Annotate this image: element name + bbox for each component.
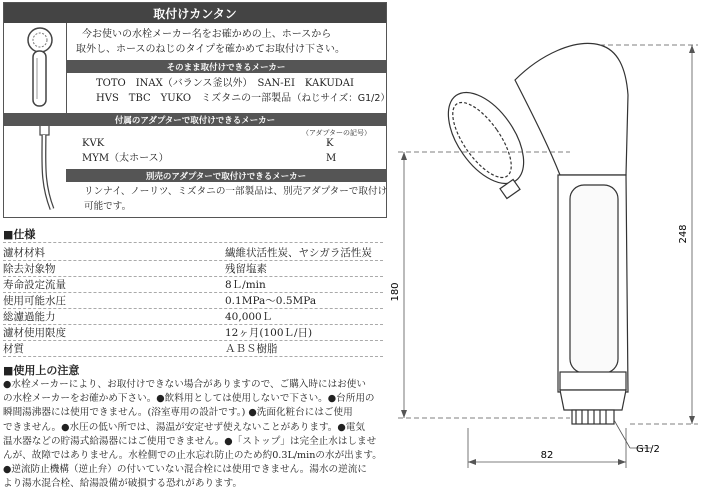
sold-adapter-bar: 別売のアダプターで取付けできるメーカー <box>66 169 386 182</box>
spec-title: ■仕様 <box>3 228 36 241</box>
note-line: 温水器などの貯湯式給湯器にはご使用できません。●「ストップ」は完全止水はしませ <box>3 435 377 447</box>
dim-grip-height: 180 <box>390 282 401 302</box>
spec-key: 材質 <box>3 343 24 355</box>
note-line: の水栓メーカーをお確かめ下さい。●飲料用としては使用しないで下さい。●台所用の <box>3 393 375 405</box>
adapter-install-bar: 付属のアダプターで取付けできるメーカー <box>4 113 386 126</box>
direct-makers-line-1: TOTO INAX（バランス釜以外） SAN-EI KAKUDAI <box>96 78 354 89</box>
spec-row <box>3 325 383 341</box>
shower-head-icon <box>4 23 66 113</box>
spec-value: 12ヶ月(100Ｌ/日) <box>225 327 313 339</box>
spec-value: ＡＢＳ樹脂 <box>225 343 278 355</box>
thread-connector <box>572 410 614 424</box>
note-line: んが、故障ではありません。水栓側での止水忘れ防止のため約0.3L/minの水が出ます。 <box>3 450 382 462</box>
spec-row <box>3 293 383 309</box>
sold-adapter-line-2: 可能です。 <box>84 201 132 212</box>
shower-neck <box>515 43 628 175</box>
spec-row <box>3 309 383 325</box>
intro-line-2: 取外し、ホースのねじのタイプを確かめてお取付け下さい。 <box>76 44 345 55</box>
spec-value: 8Ｌ/min <box>225 279 266 291</box>
shower-icon-box <box>4 23 67 113</box>
spec-value: 繊維状活性炭、ヤシガラ活性炭 <box>225 247 372 259</box>
dim-thread-label: G1/2 <box>636 444 660 455</box>
note-line: ●水栓メーカーにより、お取付けできない場合がありますので、ご購入時にはお使い <box>3 379 366 390</box>
spec-key: 濾材材料 <box>3 247 45 259</box>
install-info-panel <box>3 2 390 218</box>
adapter-code-m: M <box>326 153 337 164</box>
spec-row <box>3 277 383 293</box>
spec-key: 使用可能水圧 <box>3 295 66 307</box>
adapter-code-note: （アダプターの記号） <box>302 129 372 137</box>
notes-title: ■使用上の注意 <box>3 364 80 377</box>
spec-row <box>3 261 383 277</box>
spec-key: 総濾過能力 <box>3 311 56 323</box>
hose-icon-box <box>4 113 66 217</box>
spec-row <box>3 245 383 261</box>
spec-key: 濾材使用限度 <box>3 327 66 339</box>
install-title: 取付けカンタン <box>4 3 386 23</box>
spec-key: 寿命設定流量 <box>3 279 66 291</box>
adapter-maker-mym: MYM（太ホース） <box>82 153 169 164</box>
spec-value: 残留塩素 <box>225 263 267 275</box>
adapter-maker-kvk: KVK <box>82 138 105 149</box>
spec-key: 除去対象物 <box>3 263 56 275</box>
mode-button-strip <box>560 372 626 390</box>
intro-line-1: 今お使いの水栓メーカー名をお確かめの上、ホースから <box>82 29 332 40</box>
hose-icon <box>4 113 66 217</box>
note-line: 瞬間湯沸器には使用できません。(浴室専用の設計です。) ●洗面化粧台にはご使用 <box>3 407 353 419</box>
direct-install-bar: そのまま取付けできるメーカー <box>66 60 386 73</box>
dim-width: 82 <box>540 450 554 461</box>
note-line: できません。●水圧の低い所では、湯温が安定せず使えないことがあります。●電気 <box>3 421 365 433</box>
thread-size-note: （ねじサイズ：G1/2） <box>292 93 390 104</box>
spec-value: 0.1MPa～0.5MPa <box>225 295 317 307</box>
notes-body <box>3 378 387 492</box>
spec-value: 40,000Ｌ <box>225 311 273 323</box>
grip-window <box>570 185 618 373</box>
note-line: ●逆流防止機構（逆止弁）の付いていない混合栓には使用できません。湯水の逆流に <box>3 464 367 476</box>
note-line: より湯水混合栓、給湯設備が破損する恐れがあります。 <box>3 478 243 490</box>
dim-total-height: 248 <box>678 224 689 244</box>
bottom-cap <box>560 390 626 410</box>
direct-makers-line-2: HVS TBC YUKO ミズタニの一部製品 <box>96 93 292 104</box>
shower-technical-drawing <box>390 0 715 489</box>
sold-adapter-line-1: リンナイ、ノーリツ、ミズタニの一部製品は、別売アダプターで取付け <box>84 186 388 197</box>
spec-row <box>3 341 383 357</box>
adapter-code-k: K <box>326 138 334 149</box>
spec-top-rule <box>3 242 383 243</box>
